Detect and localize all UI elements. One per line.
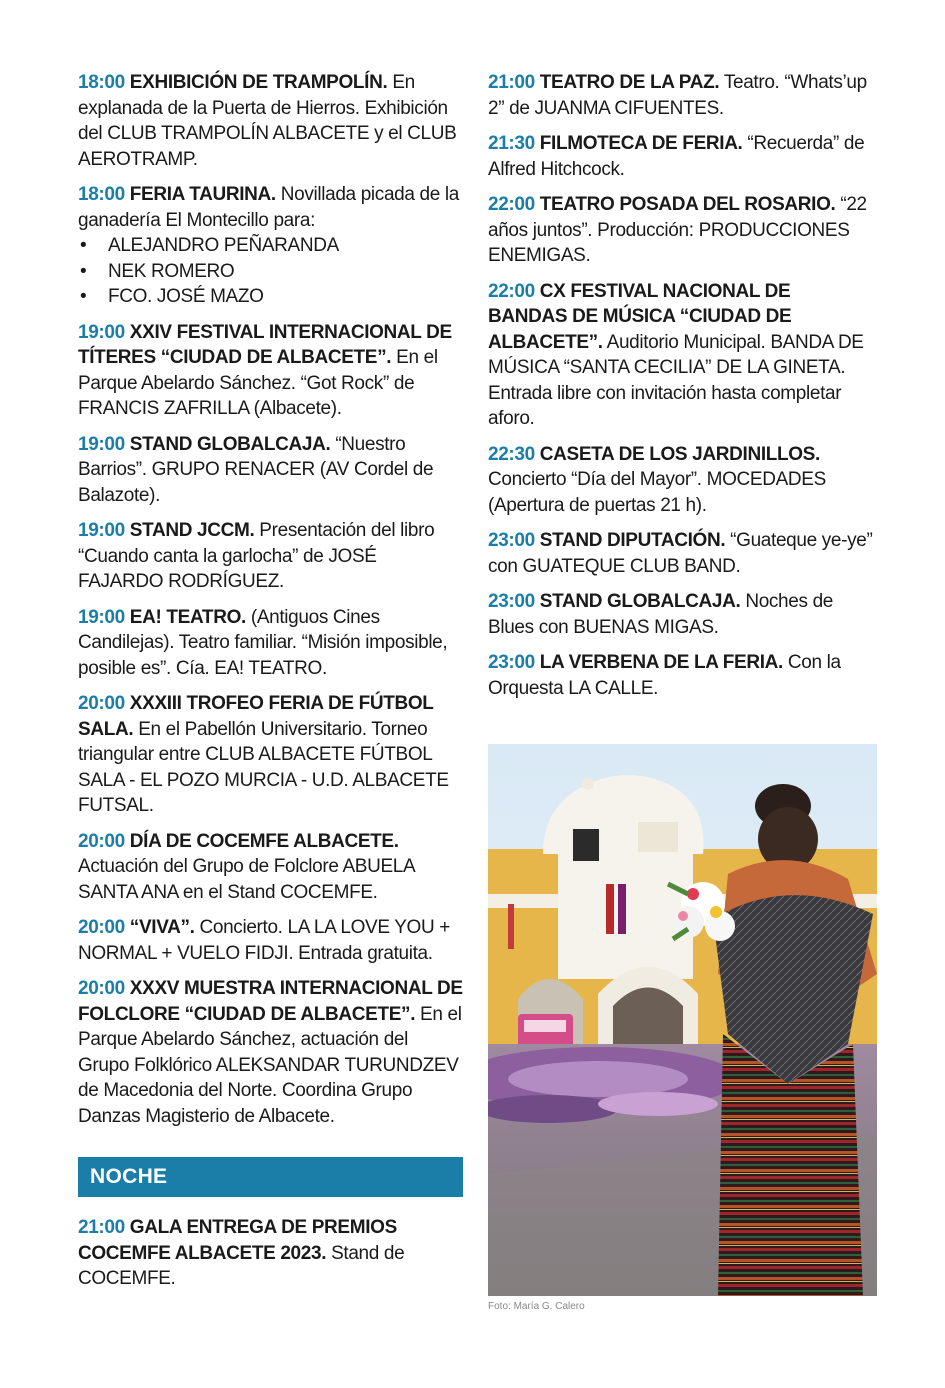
section-header-noche <box>78 1157 463 1197</box>
event-time: 21:00 <box>488 72 535 93</box>
event-item <box>488 528 873 579</box>
event-title: FERIA TAURINA. <box>129 184 276 205</box>
event-title: STAND GLOBALCAJA. <box>539 591 741 612</box>
event-title: EXHIBICIÓN DE TRAMPOLÍN. <box>129 72 388 93</box>
event-title: GALA ENTREGA DE PREMIOS COCEMFE ALBACETE 2023. <box>78 1217 397 1264</box>
event-description: Presentación del libro “Cuando canta la garlocha” de JOSÉ FAJARDO RODRÍGUEZ. <box>78 520 435 592</box>
event-time: 22:30 <box>488 443 535 465</box>
event-description: En explanada de la Puerta de Hierros. Exhibición del CLUB TRAMPOLÍN ALBACETE y el CLUB AEROTRAMP. <box>78 72 457 170</box>
event-item <box>488 70 873 121</box>
right-column <box>488 70 873 711</box>
event-title: TEATRO POSADA DEL ROSARIO. <box>539 194 836 215</box>
event-item <box>488 192 873 269</box>
event-item <box>78 915 463 966</box>
event-item <box>78 320 463 422</box>
event-time: 19:00 <box>78 606 125 628</box>
event-item <box>488 279 873 432</box>
event-item <box>78 691 463 819</box>
event-title: FILMOTECA DE FERIA. <box>539 133 743 154</box>
event-description: “22 años juntos”. Producción: PRODUCCIONES ENEMIGAS. <box>488 194 867 266</box>
event-item <box>78 976 463 1129</box>
event-title: XXXIII TROFEO FERIA DE FÚTBOL SALA. <box>78 693 434 740</box>
left-event-list <box>78 70 463 1129</box>
event-item <box>78 605 463 682</box>
event-time: 19:00 <box>78 321 125 343</box>
event-item <box>78 1215 463 1292</box>
event-title: STAND GLOBALCAJA. <box>129 433 331 455</box>
event-bullet-item: • ALEJANDRO PEÑARANDA <box>78 233 463 259</box>
right-event-list <box>488 70 873 701</box>
event-item <box>488 131 873 182</box>
event-time: 21:00 <box>78 1217 125 1238</box>
event-title: “VIVA”. <box>129 917 195 938</box>
event-time: 19:00 <box>78 433 125 455</box>
event-title: EA! TEATRO. <box>129 606 246 628</box>
event-title: CASETA DE LOS JARDINILLOS. <box>539 443 820 465</box>
event-time: 18:00 <box>78 72 125 93</box>
event-title: XXXV MUESTRA INTERNACIONAL DE FOLCLORE “CIUDAD DE ALBACETE”. <box>78 978 463 1025</box>
event-description: En el Parque Abelardo Sánchez. “Got Rock” de FRANCIS ZAFRILLA (Albacete). <box>78 347 438 419</box>
festival-photo <box>488 744 877 1296</box>
event-time: 23:00 <box>488 591 535 612</box>
event-title: XXIV FESTIVAL INTERNACIONAL DE TÍTERES “CIUDAD DE ALBACETE”. <box>78 321 452 368</box>
event-time: 20:00 <box>78 693 125 714</box>
event-item <box>488 650 873 701</box>
festival-photo-illustration <box>488 744 877 1296</box>
event-title: DÍA DE COCEMFE ALBACETE. <box>129 830 399 852</box>
event-description: Con la Orquesta LA CALLE. <box>488 652 841 699</box>
event-description: Auditorio Municipal. BANDA DE MÚSICA “SANTA CECILIA” DE LA GINETA. Entrada libre con invitación hasta completar aforo. <box>488 331 864 429</box>
event-description: “Nuestro Barrios”. GRUPO RENACER (AV Cordel de Balazote). <box>78 433 434 506</box>
event-time: 23:00 <box>488 530 535 551</box>
event-description: “Guateque ye-ye” con GUATEQUE CLUB BAND. <box>488 530 873 577</box>
event-description: Novillada picada de la ganadería El Montecillo para: <box>78 184 459 231</box>
event-item <box>78 432 463 509</box>
event-description: Stand de COCEMFE. <box>78 1242 405 1289</box>
event-title: CX FESTIVAL NACIONAL DE BANDAS DE MÚSICA “CIUDAD DE ALBACETE”. <box>488 280 792 353</box>
event-time: 21:30 <box>488 133 535 154</box>
event-item <box>78 518 463 595</box>
event-title: LA VERBENA DE LA FERIA. <box>539 652 783 673</box>
photo-credit: Foto: María G. Calero <box>488 1301 585 1312</box>
event-time: 20:00 <box>78 830 125 852</box>
event-description: Concierto. LA LA LOVE YOU + NORMAL + VUELO FIDJI. Entrada gratuita. <box>78 917 451 964</box>
event-description: “Recuerda” de Alfred Hitchcock. <box>488 133 865 180</box>
event-item <box>488 442 873 519</box>
event-time: 18:00 <box>78 184 125 205</box>
event-time: 19:00 <box>78 520 125 541</box>
event-description: Concierto “Día del Mayor”. MOCEDADES (Apertura de puertas 21 h). <box>488 469 826 516</box>
night-event-list <box>78 1215 463 1292</box>
event-item <box>78 829 463 906</box>
event-time: 20:00 <box>78 978 125 999</box>
event-item <box>78 70 463 172</box>
event-description: En el Parque Abelardo Sánchez, actuación del Grupo Folklórico ALEKSANDAR TURUNDZEV de Macedonia del Norte. Coordina Grupo Danzas Magisterio de Albacete. <box>78 1003 462 1127</box>
event-time: 20:00 <box>78 917 125 938</box>
section-header-label: NOCHE <box>90 1165 168 1188</box>
event-description: En el Pabellón Universitario. Torneo triangular entre CLUB ALBACETE FÚTBOL SALA - EL POZO MURCIA - U.D. ALBACETE FUTSAL. <box>78 718 449 816</box>
event-bullet-item: • FCO. JOSÉ MAZO <box>78 284 463 310</box>
event-description: Teatro. “Whats’up 2” de JUANMA CIFUENTES. <box>488 72 867 119</box>
event-title: STAND DIPUTACIÓN. <box>539 530 726 551</box>
event-time: 22:00 <box>488 194 535 215</box>
event-time: 23:00 <box>488 652 535 673</box>
event-time: 22:00 <box>488 280 535 302</box>
event-description: Noches de Blues con BUENAS MIGAS. <box>488 591 834 638</box>
event-item <box>78 182 463 310</box>
event-item <box>488 589 873 640</box>
event-title: TEATRO DE LA PAZ. <box>539 72 720 93</box>
event-bullet-item: • NEK ROMERO <box>78 259 463 285</box>
event-description: (Antiguos Cines Candilejas). Teatro familiar. “Misión imposible, posible es”. Cía. EA! TEATRO. <box>78 606 448 679</box>
event-bullet-list <box>78 233 463 310</box>
event-title: STAND JCCM. <box>129 520 255 541</box>
left-column <box>78 70 463 1302</box>
event-description: Actuación del Grupo de Folclore ABUELA SANTA ANA en el Stand COCEMFE. <box>78 856 415 903</box>
